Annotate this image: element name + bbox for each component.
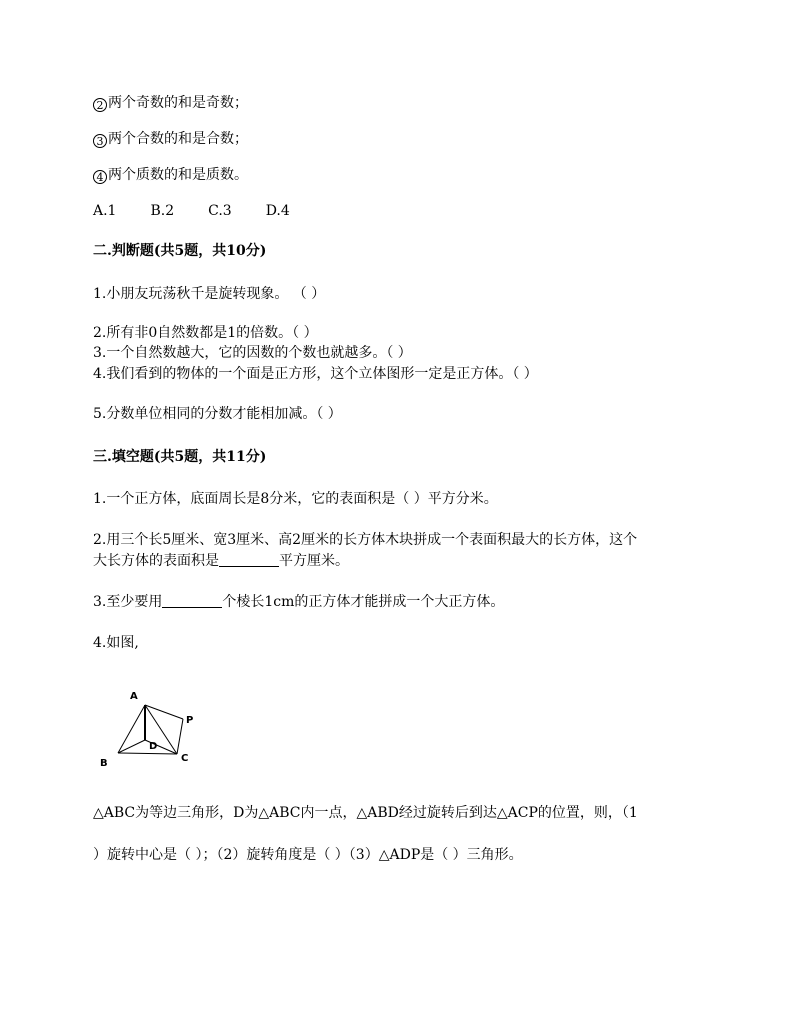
- choice-item-2: [93, 93, 248, 113]
- choice-item-4: [93, 165, 248, 185]
- fill-question-4: 4.如图,: [93, 635, 139, 651]
- fill-question-3-rest: 个棱长1cm的正方体才能拼成一个大正方体。: [222, 594, 505, 610]
- edge-bc: [118, 753, 177, 754]
- edge-pc: [177, 719, 183, 754]
- section-2-title: 二.判断题(共5题，共10分): [93, 243, 267, 259]
- label-p: P: [186, 715, 194, 726]
- label-b: B: [100, 758, 108, 769]
- option-b: B.2: [150, 203, 175, 219]
- fill-question-2-line-1: 2.用三个长5厘米、宽3厘米、高2厘米的长方体木块拼成一个表面积最大的长方体，这个: [93, 532, 638, 548]
- choice-item-text: 两个奇数的和是奇数；: [108, 95, 248, 111]
- edge-ab: [118, 705, 145, 753]
- fill-question-3: [93, 592, 504, 612]
- fill-question-2-text: 大长方体的表面积是: [93, 553, 219, 569]
- label-c: C: [181, 753, 189, 764]
- fill-question-2-line-2: [93, 551, 349, 571]
- fill-question-4-asks: ）旋转中心是（ ）；（2）旋转角度是（ ）（3）△ADP是（ ）三角形。: [93, 847, 523, 863]
- choice-item-text: 两个质数的和是质数。: [108, 167, 248, 183]
- option-c: C.3: [208, 203, 232, 219]
- fill-question-2-unit: 平方厘米。: [279, 553, 349, 569]
- choice-item-text: 两个合数的和是合数；: [108, 131, 248, 147]
- answer-blank[interactable]: [219, 552, 279, 567]
- circled-number: 3: [93, 134, 107, 148]
- choice-item-3: [93, 129, 248, 149]
- fill-question-1: 1.一个正方体，底面周长是8分米，它的表面积是（ ）平方分米。: [93, 491, 498, 507]
- answer-options: [93, 201, 324, 221]
- judge-question-1: 1.小朋友玩荡秋千是旋转现象。 （ ）: [93, 286, 326, 302]
- triangle-rotation-figure: [95, 683, 205, 773]
- edge-ap: [145, 705, 183, 719]
- option-d: D.4: [265, 203, 290, 219]
- answer-blank[interactable]: [162, 593, 222, 608]
- label-a: A: [130, 691, 138, 702]
- section-3-title: 三.填空题(共5题，共11分): [93, 449, 267, 465]
- judge-question-5: 5.分数单位相同的分数才能相加减。（ ）: [93, 406, 342, 422]
- fill-question-4-description: △ABC为等边三角形，D为△ABC内一点，△ABD经过旋转后到达△ACP的位置，则，（1: [93, 805, 638, 821]
- fill-question-3-text: 3.至少要用: [93, 594, 163, 610]
- circled-number: 4: [93, 170, 107, 184]
- judge-question-2: 2.所有非0自然数都是1的倍数。（ ）: [93, 325, 318, 341]
- option-a: A.1: [93, 203, 117, 219]
- judge-question-3: 3.一个自然数越大，它的因数的个数也就越多。（ ）: [93, 345, 412, 361]
- judge-question-4: 4.我们看到的物体的一个面是正方形，这个立体图形一定是正方体。（ ）: [93, 366, 538, 382]
- circled-number: 2: [93, 98, 107, 112]
- label-d: D: [149, 741, 158, 752]
